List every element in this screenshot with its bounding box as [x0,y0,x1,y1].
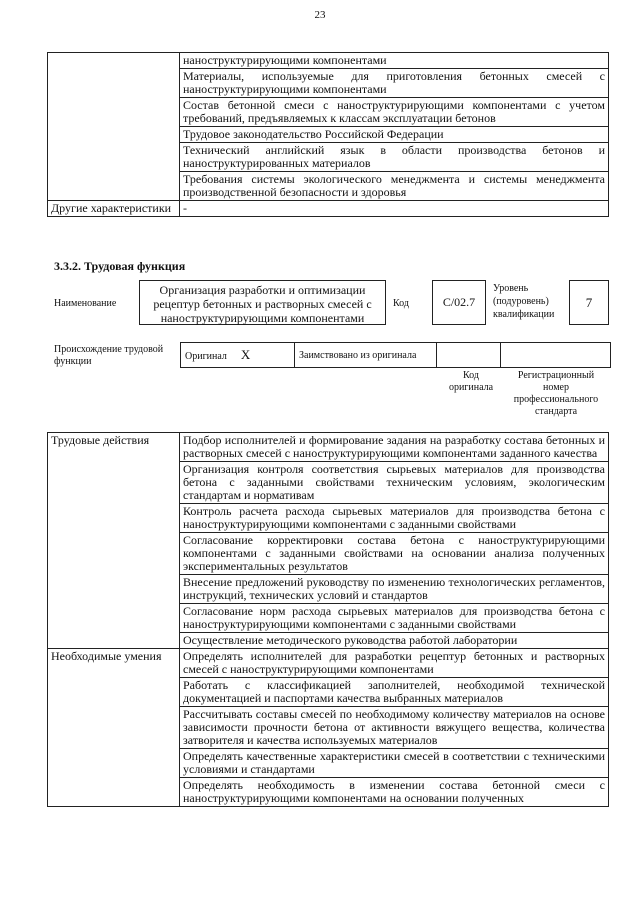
origin-label: Происхождение трудовой функции [54,344,164,367]
table-cell: Определять качественные характеристики смесей в соответствии с техническими условиями и стандартами [180,749,609,778]
other-characteristics-label: Другие характеристики [48,201,180,217]
function-name-box: Организация разработки и оптимизации рецептур бетонных и растворных смесей с наноструктурирующими компонентами [139,280,386,325]
origin-table [180,342,611,368]
registration-number-cell [501,343,611,368]
qualification-level-box: 7 [569,280,609,325]
borrowed-cell: Заимствовано из оригинала [295,343,437,368]
other-characteristics-value: - [180,201,609,217]
page-number: 23 [314,9,326,21]
table-row [48,649,609,678]
original-mark: X [240,346,251,362]
labor-actions-label: Трудовые действия [48,433,180,649]
table-cell: Состав бетонной смеси с наноструктурирующими компонентами с учетом требований, предъявляемых к классам эксплуатации бетонов [180,98,609,127]
table-cell: Организация контроля соответствия сырьевых материалов для производства бетона с заданными свойствами техническим условиям, экологическим стандартам и нормативам [180,462,609,504]
table-cell: Определять исполнителей для разработки рецептур бетонных и растворных смесей с наноструктурирующими компонентами [180,649,609,678]
table-cell: Согласование корректировки состава бетона с наноструктурирующими компонентами с заданными свойствами на основании анализа полученных экспериментальных результатов [180,533,609,575]
table-row [48,201,609,217]
table-cell: Согласование норм расхода сырьевых материалов для производства бетона с наноструктурирующими компонентами с заданными свойствами [180,604,609,633]
original-cell [181,343,295,368]
table-cell: Требования системы экологического менеджмента и системы менеджмента производственной безопасности и здоровья [180,172,609,201]
table-cell: Осуществление методического руководства работой лаборатории [180,633,609,649]
name-label: Наименование [54,298,117,309]
table-cell: Внесение предложений руководству по изменению технологических регламентов, инструкций, технических условий и стандартов [180,575,609,604]
labor-function-table [47,432,609,807]
section-title: 3.3.2. Трудовая функция [54,259,186,273]
table-cell: наноструктурирующими компонентами [180,53,609,69]
table-cell: Рассчитывать составы смесей по необходимому количеству материалов на основе зависимости прочности бетона от активности вяжущего вещества, количества затворителя и качества используемых материалов [180,707,609,749]
table-cell: Контроль расчета расхода сырьевых материалов для производства бетона с наноструктурирующими компонентами с заданными свойствами [180,504,609,533]
table-row [48,53,609,69]
original-label: Оригинал [185,350,227,362]
table-cell: Трудовое законодательство Российской Федерации [180,127,609,143]
table-cell: Технический английский язык в области производства бетонов и наноструктурированных материалов [180,143,609,172]
empty-label-cell [48,53,180,201]
skills-label: Необходимые умения [48,649,180,807]
table-cell: Определять необходимость в изменении состава бетонной смеси с наноструктурирующими компонентами на основании полученных [180,778,609,807]
table-cell: Материалы, используемые для приготовления бетонных смесей с наноструктурирующими компонентами [180,69,609,98]
code-original-caption: Код оригинала [448,370,494,393]
table-row [181,343,611,368]
knowledge-table-continued [47,52,609,217]
function-code-box: С/02.7 [432,280,486,325]
table-row [48,433,609,462]
qualification-level-label: Уровень (подуровень) квалификации [493,283,555,320]
original-code-cell [437,343,501,368]
table-cell: Подбор исполнителей и формирование задания на разработку состава бетонных и растворных смесей с наноструктурирующими компонентами заданного качества [180,433,609,462]
code-label: Код [393,298,409,309]
table-cell: Работать с классификацией заполнителей, необходимой технической документацией и паспортами качества выбранных материалов [180,678,609,707]
registration-number-caption: Регистрационный номер профессионального стандарта [513,370,599,417]
